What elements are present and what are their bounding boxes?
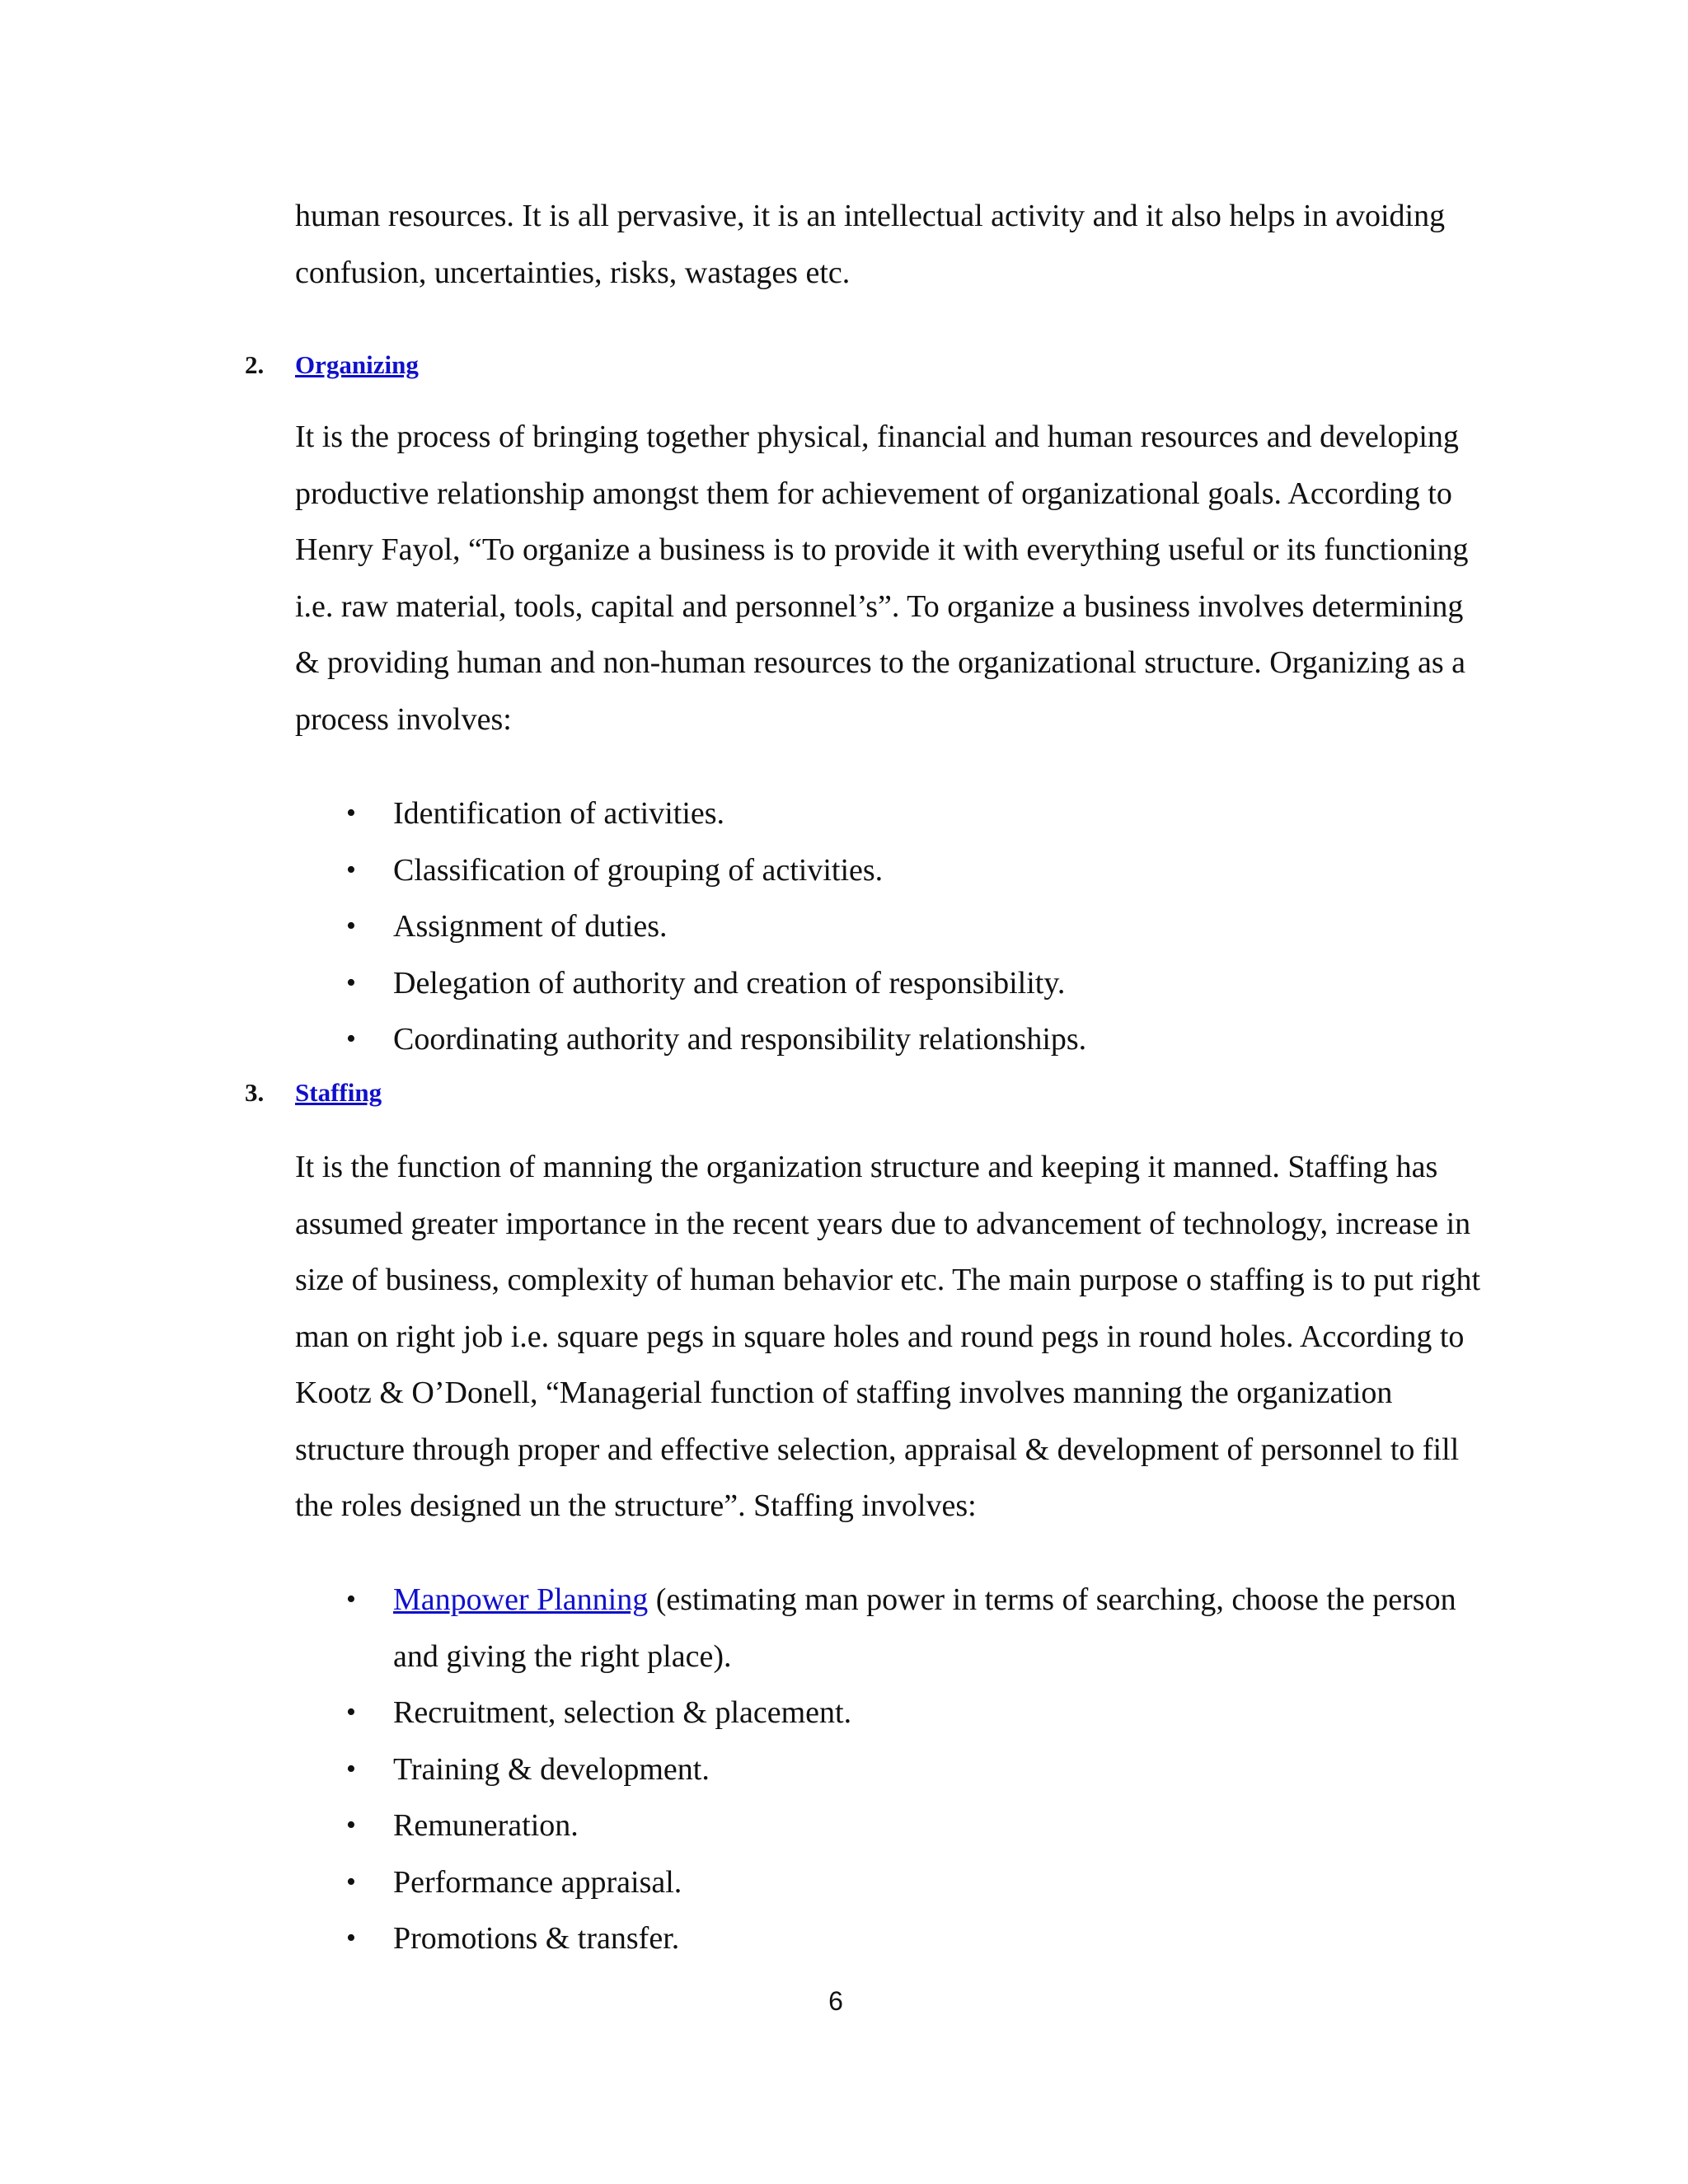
list-item xyxy=(0,898,1465,955)
manpower-planning-link[interactable]: Manpower Planning xyxy=(393,1582,649,1617)
organizing-paragraph: It is the process of bringing together physical, financial and human resources and developing productive relationship amongst them for achievement of organizational goals. According to Henry Fayol, “To organize a business is to provide it with everything useful or its functioning i.e. raw material, tools, capital and personnel’s”. To organize a business involves determining & providing human and non-human resources to the organizational structure. Organizing as a process involves: xyxy=(295,419,1469,737)
bullet-icon: • xyxy=(346,1584,356,1615)
list-item xyxy=(0,1741,1465,1798)
list-item-text: Promotions & transfer. xyxy=(393,1921,680,1956)
page-number: 6 xyxy=(828,1986,843,2016)
staffing-list xyxy=(0,1572,1465,1967)
bullet-icon: • xyxy=(346,1810,356,1840)
organizing-list xyxy=(0,785,1465,1068)
bullet-icon: • xyxy=(346,854,356,885)
list-item-text: Assignment of duties. xyxy=(393,909,668,944)
list-item-text: Performance appraisal. xyxy=(393,1864,682,1900)
staffing-paragraph: It is the function of manning the organization structure and keeping it manned. Staffing has assumed greater importance in the recent years due to advancement of technology, increase in size of business, complexity of human behavior etc. The main purpose o staffing is to put right man on right job i.e. square pegs in square holes and round pegs in round holes. According to Kootz & O’Donell, “Managerial function of staffing involves manning the organization structure through proper and effective selection, appraisal & development of personnel to fill the roles designed un the structure”. Staffing involves: xyxy=(295,1150,1481,1523)
list-item xyxy=(0,1572,1465,1685)
list-item xyxy=(0,955,1465,1012)
heading-number: 3. xyxy=(245,1078,265,1107)
bullet-icon: • xyxy=(346,1923,356,1953)
heading-staffing xyxy=(245,1076,382,1109)
list-item-text: Remuneration. xyxy=(393,1808,579,1843)
list-item xyxy=(0,1797,1465,1854)
list-item xyxy=(0,785,1465,842)
bullet-icon: • xyxy=(346,1753,356,1784)
list-item-text: Identification of activities. xyxy=(393,796,725,831)
organizing-link[interactable]: Organizing xyxy=(295,350,419,379)
bullet-icon: • xyxy=(346,1697,356,1727)
intro-paragraph: human resources. It is all pervasive, it is an intellectual activity and it also helps in avoiding confusion, uncertainties, risks, wastages etc. xyxy=(295,199,1446,290)
list-item-text: (estimating man power in terms of searching, choose the person and giving the right place). xyxy=(393,1582,1456,1674)
staffing-link[interactable]: Staffing xyxy=(295,1078,382,1107)
bullet-icon: • xyxy=(346,1024,356,1054)
heading-organizing xyxy=(245,349,419,382)
list-item-text: Classification of grouping of activities. xyxy=(393,852,884,888)
list-item-text: Training & development. xyxy=(393,1751,710,1787)
list-item xyxy=(0,1685,1465,1741)
bullet-icon: • xyxy=(346,1866,356,1897)
heading-number: 2. xyxy=(245,350,265,379)
list-item xyxy=(0,1854,1465,1911)
list-item xyxy=(0,1011,1465,1068)
list-item-text: Delegation of authority and creation of responsibility. xyxy=(393,965,1066,1001)
list-item xyxy=(0,842,1465,899)
list-item-text: Recruitment, selection & placement. xyxy=(393,1695,852,1730)
bullet-icon: • xyxy=(346,798,356,828)
bullet-icon: • xyxy=(346,911,356,941)
bullet-icon: • xyxy=(346,967,356,998)
list-item xyxy=(0,1910,1465,1967)
list-item-text: Coordinating authority and responsibility relationships. xyxy=(393,1022,1087,1057)
